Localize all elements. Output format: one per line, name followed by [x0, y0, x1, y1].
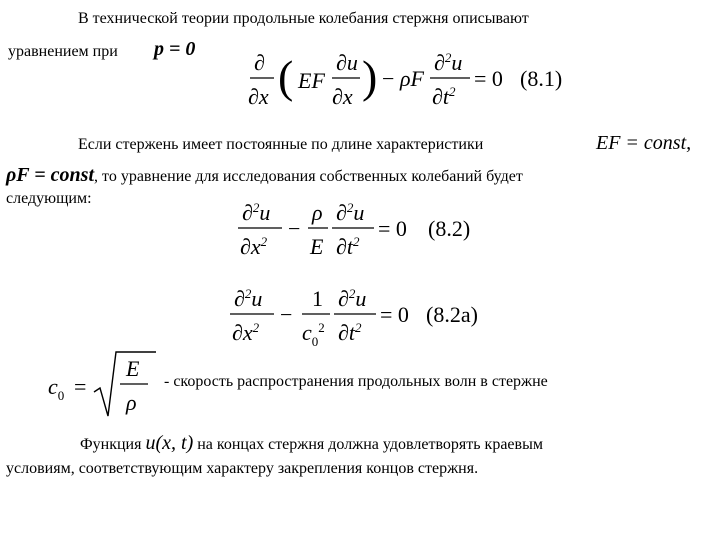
- svg-text:∂u: ∂u: [336, 50, 358, 75]
- svg-text:∂x2: $\partial x^2$: [232, 320, 260, 345]
- paragraph2-rhof-const: ρF = const: [6, 164, 95, 186]
- svg-text:ρ: ρ: [312, 200, 323, 225]
- svg-text:−: −: [280, 302, 293, 327]
- svg-text:∂2u: ∂$^2$u: [338, 286, 367, 311]
- svg-text:−: −: [382, 66, 395, 91]
- equation-8-2: [236, 196, 516, 266]
- svg-text:= 0: = 0: [474, 66, 503, 91]
- paragraph3-line2: условиям, соответствующим характеру закрепления концов стержня.: [6, 460, 479, 477]
- svg-text:= 0: = 0: [378, 216, 407, 241]
- svg-text:EF: EF: [298, 68, 325, 93]
- svg-text:=: =: [74, 374, 87, 399]
- equation-8-1: [248, 46, 588, 118]
- svg-text:∂x2: $\partial x^2$: [240, 234, 268, 259]
- svg-text:E: E: [126, 356, 140, 381]
- paragraph1-line1: В технической теории продольные колебания стержня описывают: [78, 10, 529, 27]
- svg-text:∂t2: $\partial t^2$: [338, 320, 362, 345]
- condition-p-zero: p = 0: [154, 38, 196, 60]
- function-u-xt: u(x, t): [145, 432, 194, 454]
- svg-text:1: 1: [312, 286, 323, 311]
- svg-text:ρF: ρF: [400, 66, 424, 91]
- svg-text:∂2u: ∂$^2$u: [336, 200, 365, 225]
- svg-text:∂x: ∂x: [248, 84, 269, 109]
- svg-text:): ): [362, 51, 378, 102]
- svg-text:c0: $c_0$: [48, 374, 65, 403]
- paragraph2-ef-const: EF = const,: [596, 132, 692, 154]
- equation-8-2-label: (8.2): [428, 216, 471, 241]
- svg-text:E: E: [310, 234, 324, 259]
- wave-speed-description: - скорость распространения продольных волн в стержне: [164, 373, 548, 390]
- paragraph2-line1-text: Если стержень имеет постоянные по длине характеристики: [78, 136, 484, 153]
- svg-text:c02: $c_0^2$: [302, 320, 325, 349]
- svg-text:∂2u: ∂$^2$u: [242, 200, 271, 225]
- svg-text:= 0: = 0: [380, 302, 409, 327]
- paragraph1-line2: уравнением при: [8, 43, 118, 60]
- equation-8-2a-label: (8.2a): [426, 302, 478, 327]
- paragraph2-line3: следующим:: [6, 190, 92, 207]
- equation-wave-speed: [44, 348, 160, 424]
- svg-text:∂: ∂: [254, 50, 265, 75]
- svg-text:∂t2: $\partial t^2$: [432, 84, 456, 109]
- svg-text:∂2u: ∂$^2$u: [234, 286, 263, 311]
- svg-text:∂t2: $\partial t^2$: [336, 234, 360, 259]
- equation-8-1-label: (8.1): [520, 66, 563, 91]
- svg-text:∂x: ∂x: [332, 84, 353, 109]
- paragraph3-line1-rest: на концах стержня должна удовлетворять краевым: [197, 436, 543, 453]
- paragraph3-prefix: Функция: [80, 436, 142, 453]
- svg-text:−: −: [288, 216, 301, 241]
- svg-text:∂2u: ∂$^2$u: [434, 50, 463, 75]
- svg-text:ρ: ρ: [126, 390, 137, 415]
- paragraph2-line2-text: , то уравнение для исследования собственных колебаний будет: [94, 168, 523, 185]
- equation-8-2a: [228, 282, 528, 354]
- svg-text:(: (: [278, 51, 294, 102]
